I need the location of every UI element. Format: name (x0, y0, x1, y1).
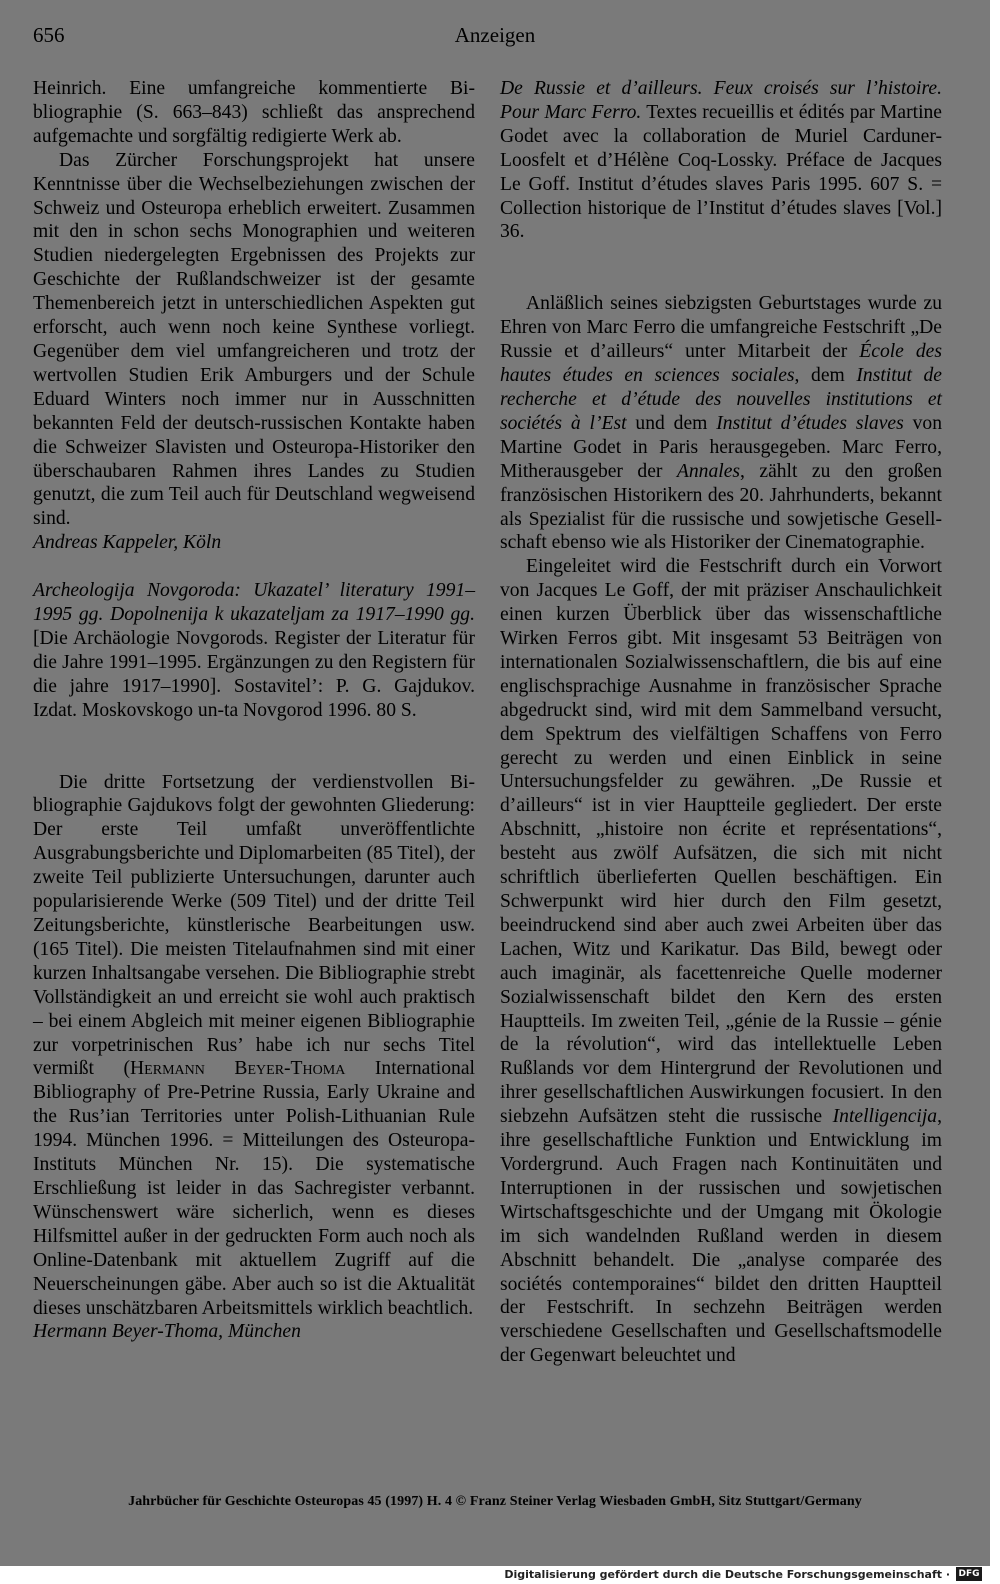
paragraph-review-body: Die dritte Fortsetzung der verdienstvollen Bibliographie Gajdukovs folgt der gewohnten Gliederung: Der erste Teil umfaßt unveröffentlichte Ausgrabungsberichte und Diplomarbeiten (85 Titel), der zweite Teil publizierte Untersuchungen, darunter auch popularisierende Werke (509 Titel) und der dritte Teil Zeitungsberichte, künstlerische Bearbeitungen usw. (165 Titel). Die meisten Titelaufnahmen sind mit einer kurzen Inhaltsangabe versehen. Die Bibliographie strebt Vollständigkeit an und erreicht sie wohl auch praktisch – bei einem Abgleich mit meiner eigenen Bibliographie zur vorpetrinischen Rus’ habe ich nur sechs Titel vermißt (Hermann Beyer-Thoma International Bibliography of Pre-Petrine Russia, Early Ukraine and the Rus’ian Territories unter Polish-Lithuanian Rule 1994. München 1996. = Mitteilungen des Osteuropa-Instituts München Nr. 15). Die systematische Erschließung ist leider in das Sachregister verbannt. Wünschenswert wäre sicherlich, wenn es dieses Hilfsmittel außer in der gedruckten Form auch noch als Online-Datenbank mit aktuellem Zugriff auf die Neuerscheinungen gäbe. Aber auch so ist die Aktualität dieses unschätzbaren Arbeitsmittels wirklich beachtlich. (33, 771, 475, 1319)
paragraph-zurich-project: Das Zürcher Forschungsprojekt hat unsere Kenntnisse über die Wechselbeziehungen zwischen der Schweiz und Osteuropa erheblich erweitert. Zusammen mit den in schon sechs Monographien und weiteren Studien niedergelegten Ergebnissen des Projekts zur Geschichte der Rußlandschweizer ist der gesamte Themenbereich jetzt in unterschiedlichen Aspekten gut erforscht, auch wenn noch keine Synthese vorliegt. Gegenüber dem viel umfangreicheren und trotz der wertvollen Studien Erik Amburgers und der Schule Eduard Winters noch immer nur in Ausschnitten bekannten Feld der deutsch-russischen Kontakte haben die Schweizer Slavisten und Osteuropa-Historiker den überschaubaren Rahmen ihres Landes zu Studien genutzt, die zum Teil auch für Deutschland wegweisend sind. (33, 149, 475, 530)
bibliographic-entry (500, 77, 942, 244)
paragraph-festschrift-structure: Eingeleitet wird die Festschrift durch ein Vorwort von Jacques Le Goff, der mit präziser Anschaulichkeit einen kurzen Überblick über das wissenschaftliche Wirken Ferros gibt. Mit insgesamt 53 Beiträgen von internationalen Sozialwissenschaftlern, die bis auf eine englischsprachige Ausnahme in französischer Sprache abgedruckt sind, wird mit dem Sammelband versucht, dem Spektrum des vielfältigen Schaffens von Ferro gerecht zu werden und einen Einblick in seine Untersuchungsfelder zu gewähren. „De Russie et d’ailleurs“ ist in vier Hauptteile gegliedert. Der erste Abschnitt, „histoire non écrite et représentations“, besteht aus zwölf Aufsätzen, die sich mit nicht schriftlich überlieferten Quellen beschäftigen. Ein Schwerpunkt wird hier durch den Film gesetzt, beeindruckend sind aber auch zwei Arbeiten über das Lachen, Witz und Karikatur. Das Bild, bewegt oder auch imaginär, als facettenreiche Quelle moderner Sozialwissenschaft bildet den Kern des ersten Hauptteils. Im zweiten Teil, „génie de la Russie – génie de la révolution“, wird das intellektuelle Leben Rußlands vor dem Hintergrund der Revolutionen und ihrer gesellschaftlichen Auswirkungen focusiert. In den siebzehn Aufsätzen steht die russische Intelligencija, ihre gesellschaftliche Funktion und Entwicklung im Vordergrund. Auch Fragen nach Kontinuitäten und Interruptionen in der russischen und sowjetischen Wirtschaftsgeschichte und der Umgang mit Ökologie im sich wandelnden Rußland werden in diesem Abschnitt behandelt. Die „analyse comparée des sociétés contemporaines“ bildet den dritten Hauptteil der Festschrift. In sechzehn Beiträgen werden verschiedene Gesellschaften und Gesellschaftsmodelle der Gegenwart beleuchtet und (500, 556, 942, 1367)
cited-author: Hermann Beyer-Thoma (130, 1058, 346, 1080)
entry-title: De Russie et d’ailleurs. Feux croisés sur l’histoire. Pour Marc Ferro. (500, 78, 942, 123)
journal-footer: Jahrbücher für Geschichte Osteuropas 45 (1997) H. 4 © Franz Steiner Verlag Wiesbaden GmbH, Sitz Stuttgart/Germany (128, 1494, 862, 1509)
left-column (33, 77, 475, 1344)
entry-details: Textes recueillis et édités par Martine Godet avec la collaboration de Muriel Carduner-Loosfelt et d’Hélène Coq-Lossky. Préface de Jacques Le Goff. Institut d’études slaves Paris 1995. 607 S. = Collection historique de l’Institut d’études slaves [Vol.] 36. (500, 101, 942, 243)
review-signature: Hermann Beyer-Thoma, München (33, 1321, 301, 1343)
paragraph-festschrift-intro: Anläßlich seines siebzigsten Geburtstages wurde zu Ehren von Marc Ferro die umfangreiche Festschrift „De Russie et d’ailleurs“ unter Mitarbeit der École des hautes études en sciences sociales, dem Institut de recherche et d’étude des nouvelles institutions et sociétés à l’Est und dem Institut d’études slaves von Martine Godet in Paris herausgegeben. Marc Ferro, Mitherausgeber der Annales, zählt zu den großen französischen Historikern des 20. Jahrhunderts, bekannt als Spezialist für die russische und sowjetische Gesellschaft ebenso wie als Historiker der Cinematographie. (500, 293, 943, 554)
review-signature: Andreas Kappeler, Köln (33, 532, 222, 554)
bibliographic-entry (33, 579, 475, 722)
entry-title: Archeologija Novgoroda: Ukazatel’ literatury 1991–1995 gg. Dopolnenija k ukazateljam za 1917–1990 gg. (33, 580, 475, 626)
page-number: 656 (33, 23, 65, 47)
right-column (500, 77, 942, 1368)
section-title: Anzeigen (454, 23, 536, 47)
paragraph-continuation: Heinrich. Eine umfangreiche kommentierte Bibliographie (S. 663–843) schließt das ansprechend aufgemachte und sorgfältig redigierte Werk ab. (33, 78, 475, 147)
entry-details: [Die Archäologie Novgorods. Register der Literatur für die Jahre 1991–1995. Ergänzungen zu den Registern für die jahre 1917–1990]. Sostavitel’: P. G. Gajdukov. Izdat. Moskovskogo un-ta Novgorod 1996. 80 S. (33, 627, 475, 721)
digitization-notice: Digitalisierung gefördert durch die Deutsche Forschungsgemeinschaft · (504, 1568, 950, 1581)
dfg-logo: DFG (956, 1567, 982, 1581)
